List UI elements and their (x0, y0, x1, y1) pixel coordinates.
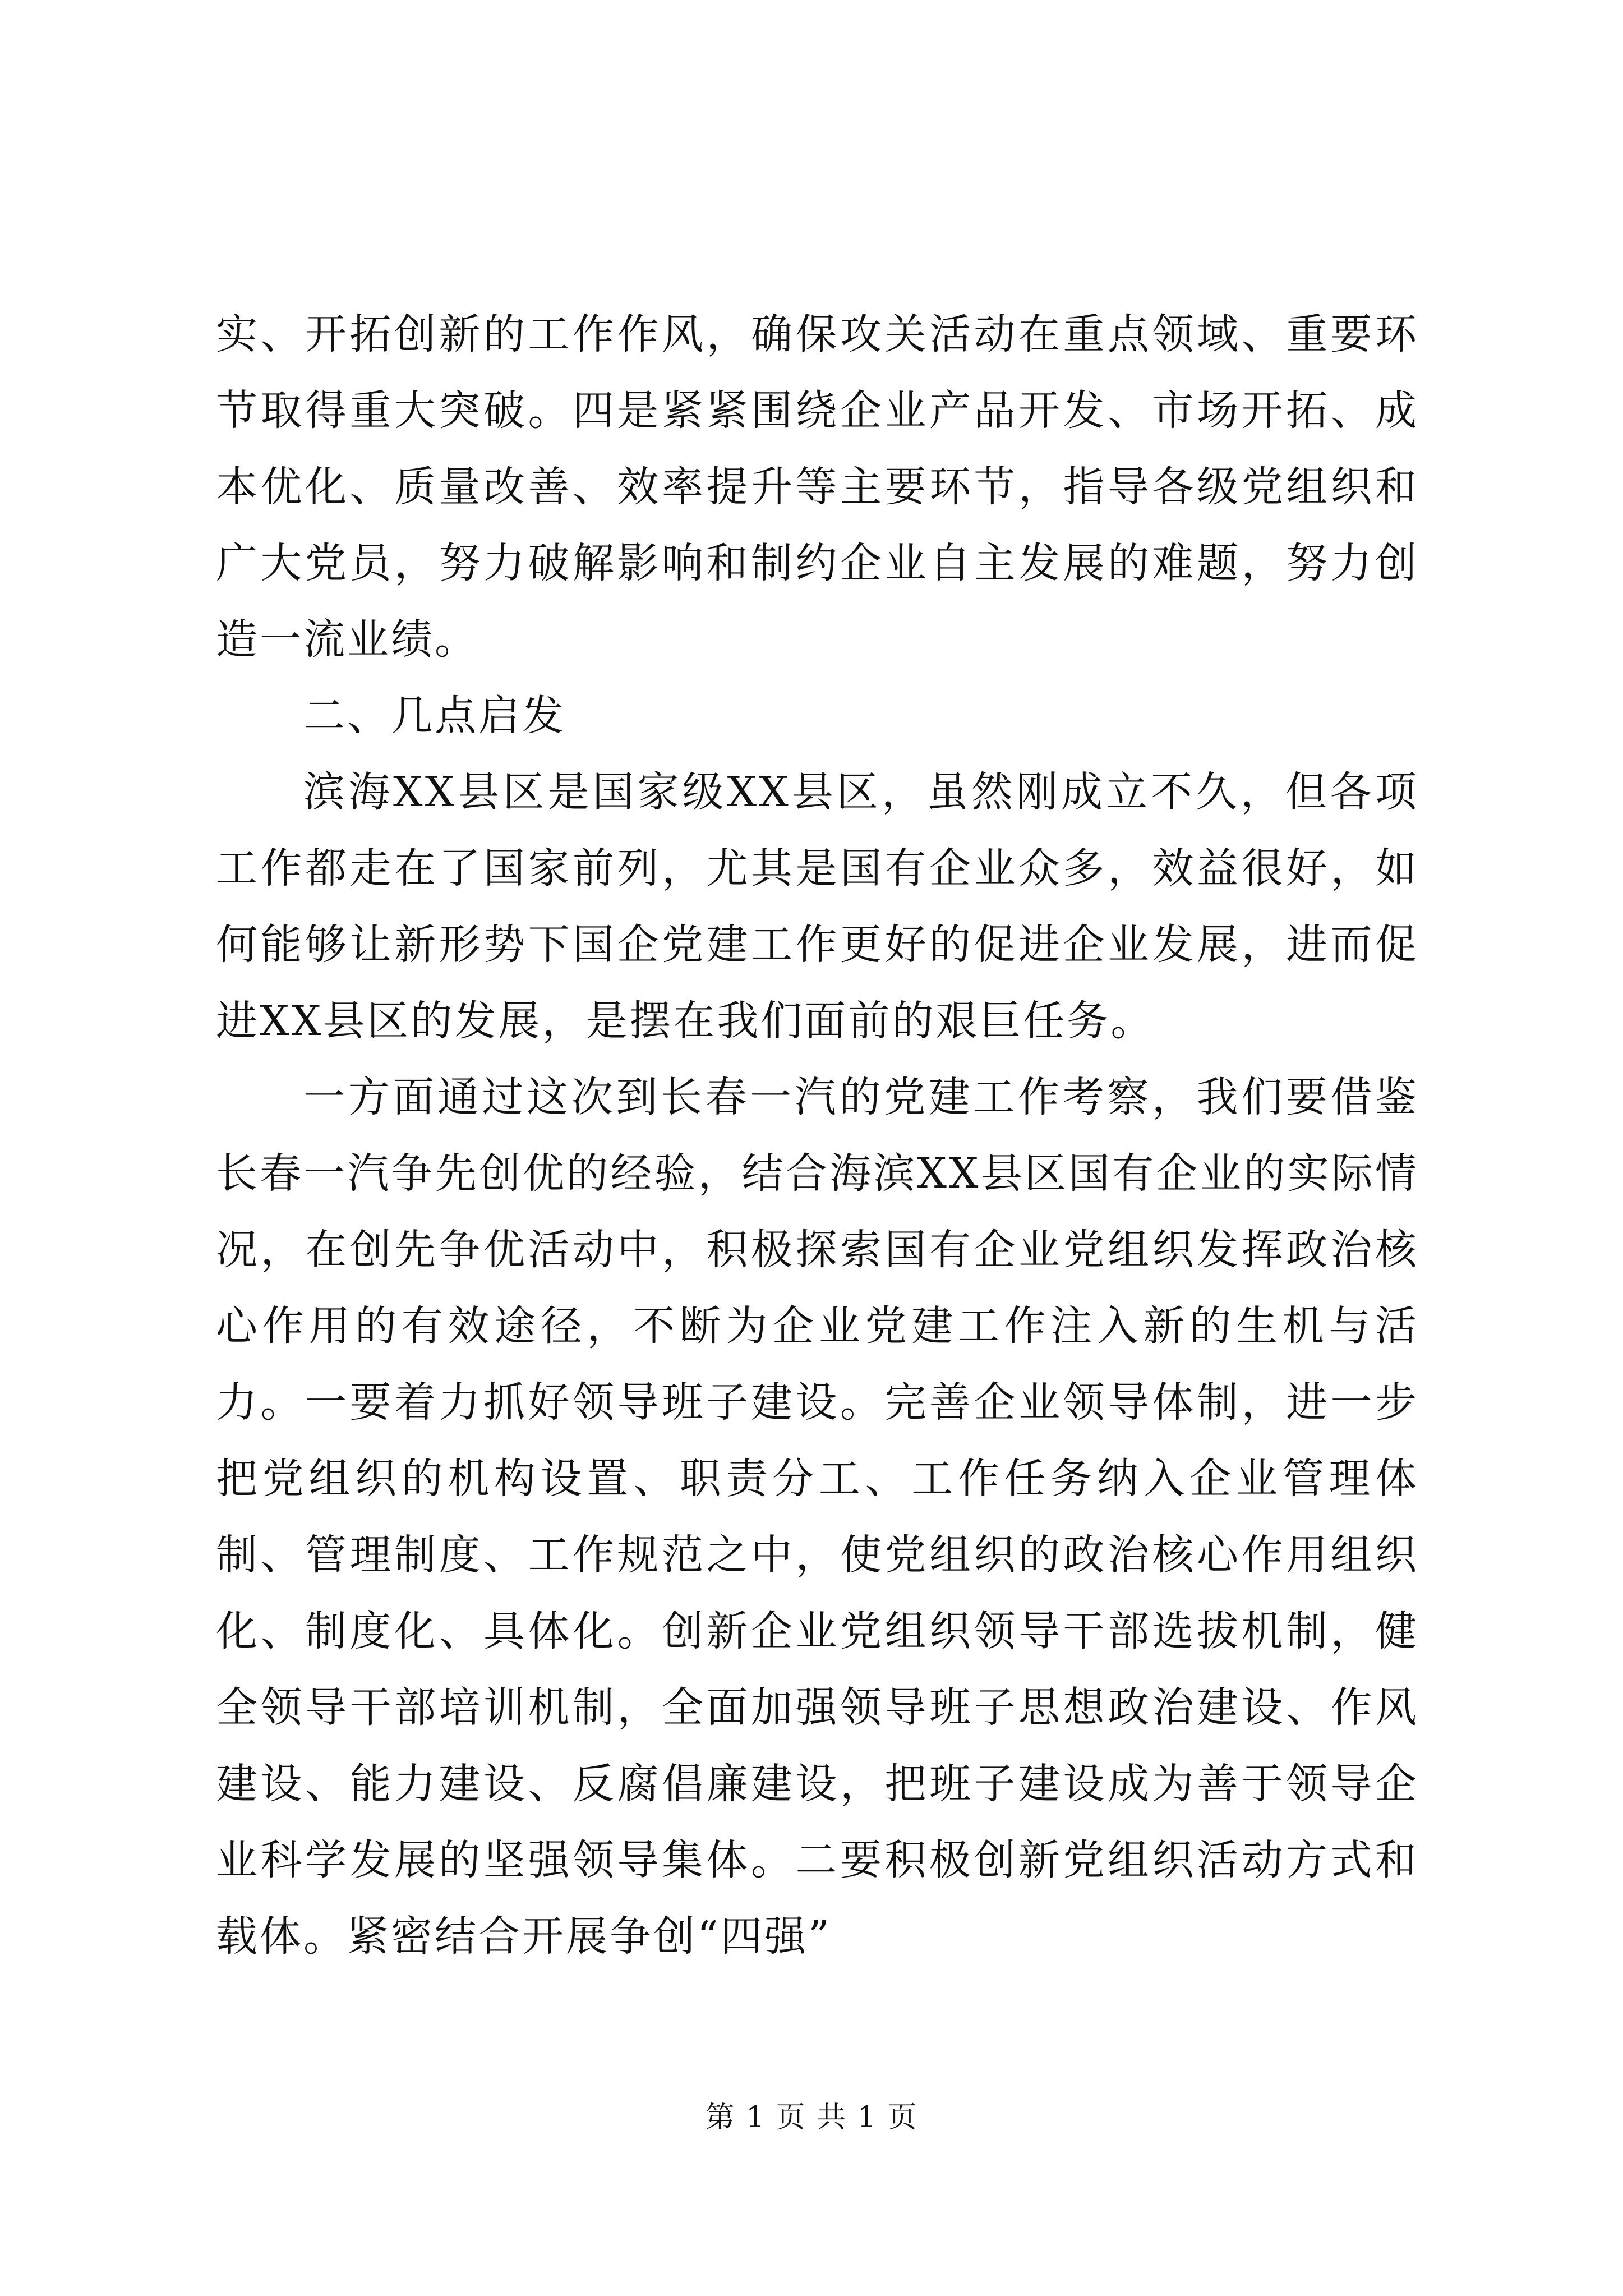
paragraph-changchun: 一方面通过这次到长春一汽的党建工作考察，我们要借鉴长春一汽争先创优的经验，结合海滨XX县区国有企业的实际情况，在创先争优活动中，积极探索国有企业党组织发挥政治核心作用的有效途径，不断为企业党建工作注入新的生机与活力。一要着力抓好领导班子建设。完善企业领导体制，进一步把党组织的机构设置、职责分工、工作任务纳入企业管理体制、管理制度、工作规范之中，使党组织的政治核心作用组织化、制度化、具体化。创新企业党组织领导干部选拔机制，健全领导干部培训机制，全面加强领导班子思想政治建设、作风建设、能力建设、反腐倡廉建设，把班子建设成为善于领导企业科学发展的坚强领导集体。二要积极创新党组织活动方式和载体。紧密结合开展争创“四强” (216, 1073, 1419, 1961)
document-body (216, 296, 1419, 1975)
page-footer: 第 1 页 共 1 页 (705, 2101, 918, 2134)
paragraph-binhai: 滨海XX县区是国家级XX县区，虽然刚成立不久，但各项工作都走在了国家前列，尤其是国有企业众多，效益很好，如何能够让新形势下国企党建工作更好的促进企业发展，进而促进XX县区的发展，是摆在我们面前的艰巨任务。 (216, 768, 1419, 1045)
section-heading: 二、几点启发 (303, 692, 566, 740)
paragraph-continuation: 实、开拓创新的工作作风，确保攻关活动在重点领域、重要环节取得重大突破。四是紧紧围绕企业产品开发、市场开拓、成本优化、质量改善、效率提升等主要环节，指导各级党组织和广大党员，努力破解影响和制约企业自主发展的难题，努力创造一流业绩。 (216, 310, 1419, 664)
